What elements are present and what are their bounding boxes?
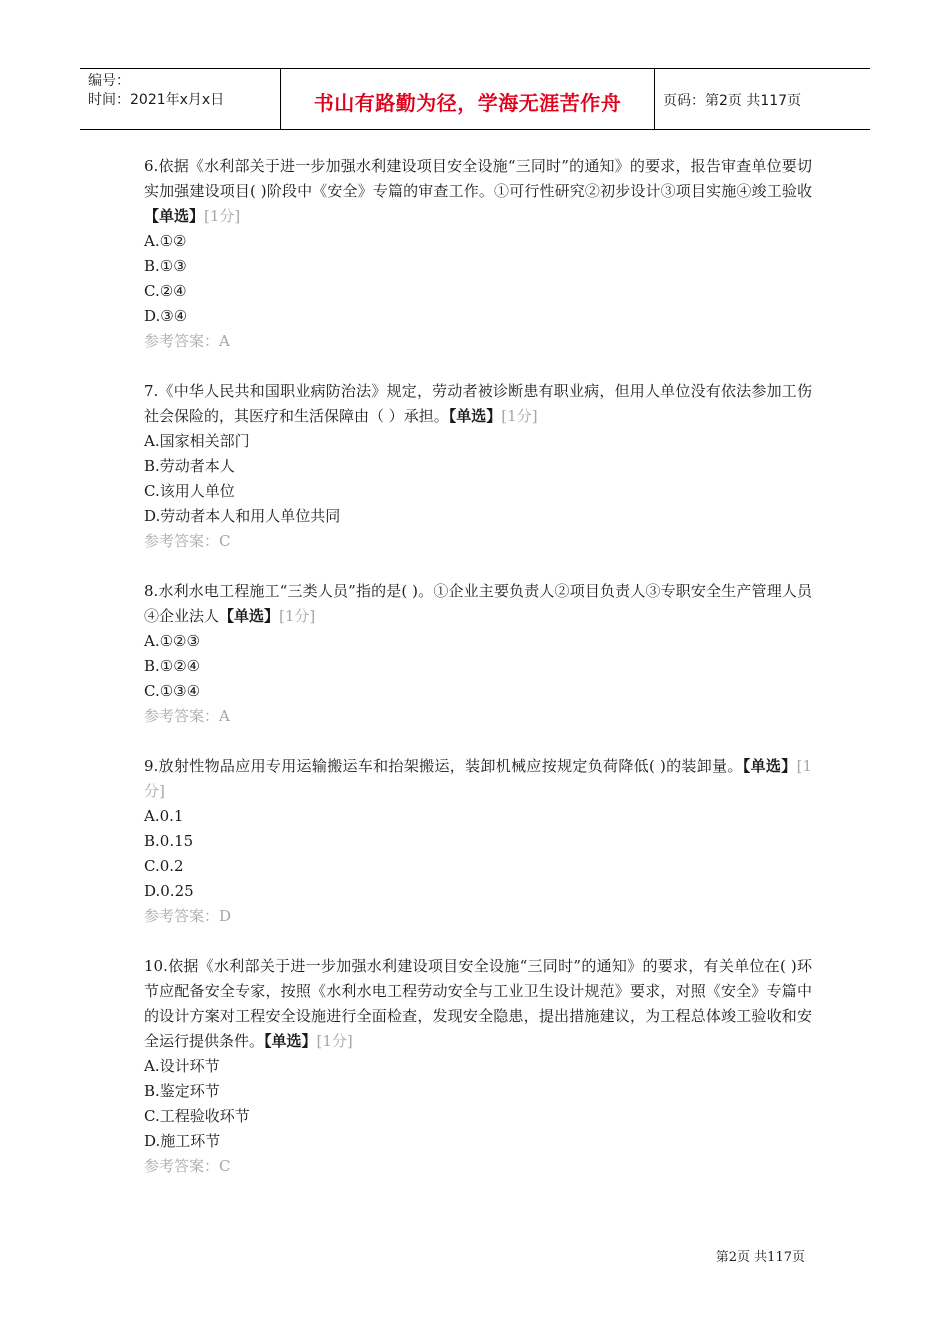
option-c: C.②④ (144, 282, 187, 300)
question-type: 【单选】 (219, 607, 280, 625)
question-8 (144, 579, 812, 729)
option-c: C.0.2 (144, 857, 184, 875)
option-d: D.③④ (144, 307, 188, 325)
header-page-label: 页码：第2页 共117页 (663, 93, 802, 109)
option-d: D.施工环节 (144, 1132, 221, 1150)
header-page (655, 69, 870, 129)
question-type: 【单选】 (144, 207, 205, 225)
option-d: D.劳动者本人和用人单位共同 (144, 507, 341, 525)
question-text: 8.水利水电工程施工“三类人员”指的是( )。①企业主要负责人②项目负责人③专职安全生产管理人员 ④企业法人【单选】[1分] (144, 582, 812, 625)
option-a: A.0.1 (144, 807, 184, 825)
page-footer (716, 1246, 805, 1265)
reference-answer: 参考答案：C (144, 1157, 231, 1175)
option-b: B.劳动者本人 (144, 457, 235, 475)
reference-answer: 参考答案：D (144, 907, 232, 925)
number-label: 编号： (88, 73, 130, 89)
reference-answer: 参考答案：C (144, 532, 231, 550)
question-9 (144, 754, 812, 929)
option-b: B.0.15 (144, 832, 194, 850)
option-a: A.国家相关部门 (144, 432, 250, 450)
header-motto (281, 69, 655, 129)
question-score: [1分] (144, 757, 812, 800)
question-10 (144, 954, 812, 1179)
motto-text: 书山有路勤为径，学海无涯苦作舟 (313, 90, 622, 115)
question-score: [1分] (204, 207, 241, 225)
question-type: 【单选】 (264, 1032, 317, 1050)
option-a: A.设计环节 (144, 1057, 220, 1075)
header-meta (80, 69, 281, 129)
option-b: B.鉴定环节 (144, 1082, 220, 1100)
option-c: C.该用人单位 (144, 482, 235, 500)
question-text: 7.《中华人民共和国职业病防治法》规定，劳动者被诊断患有职业病，但用人单位没有依法参加工伤社会保险的，其医疗和生活保障由（ ）承担。【单选】[1分] (144, 382, 812, 425)
question-6 (144, 154, 812, 354)
question-text: 9.放射性物品应用专用运输搬运车和抬架搬运，装卸机械应按规定负荷降低( )的装卸量。【单选】[1分] (144, 757, 812, 800)
question-score: [1分] (501, 407, 538, 425)
question-type: 【单选】 (448, 407, 502, 425)
option-b: B.①③ (144, 257, 187, 275)
footer-page-label: 第2页 共117页 (715, 1250, 805, 1265)
option-a: A.①② (144, 232, 187, 250)
question-score: [1分] (279, 607, 316, 625)
page-header (80, 68, 870, 130)
question-score: [1分] (316, 1032, 353, 1050)
question-text: 6.依据《水利部关于进一步加强水利建设项目安全设施“三同时”的通知》的要求，报告审查单位要切实加强建设项目( )阶段中《安全》专篇的审查工作。①可行性研究②初步设计③项目实施④竣工验收【单选】[1分] (144, 157, 812, 225)
reference-answer: 参考答案：A (144, 707, 230, 725)
reference-answer: 参考答案：A (144, 332, 230, 350)
option-b: B.①②④ (144, 657, 201, 675)
option-a: A.①②③ (144, 632, 200, 650)
question-list (144, 154, 812, 1204)
question-type: 【单选】 (742, 757, 797, 775)
option-d: D.0.25 (144, 882, 194, 900)
option-c: C.工程验收环节 (144, 1107, 250, 1125)
question-7 (144, 379, 812, 554)
question-text: 10.依据《水利部关于进一步加强水利建设项目安全设施“三同时”的通知》的要求，有关单位在( )环节应配备安全专家，按照《水利水电工程劳动安全与工业卫生设计规范》要求，对照《安全》专篇中的设计方案对工程安全设施进行全面检查，发现安全隐患，提出措施建议，为工程总体竣工验收和安全运行提供条件。【单选】[1分] (144, 957, 812, 1050)
option-c: C.①③④ (144, 682, 201, 700)
time-label: 时间：2021年x月x日 (88, 92, 225, 108)
